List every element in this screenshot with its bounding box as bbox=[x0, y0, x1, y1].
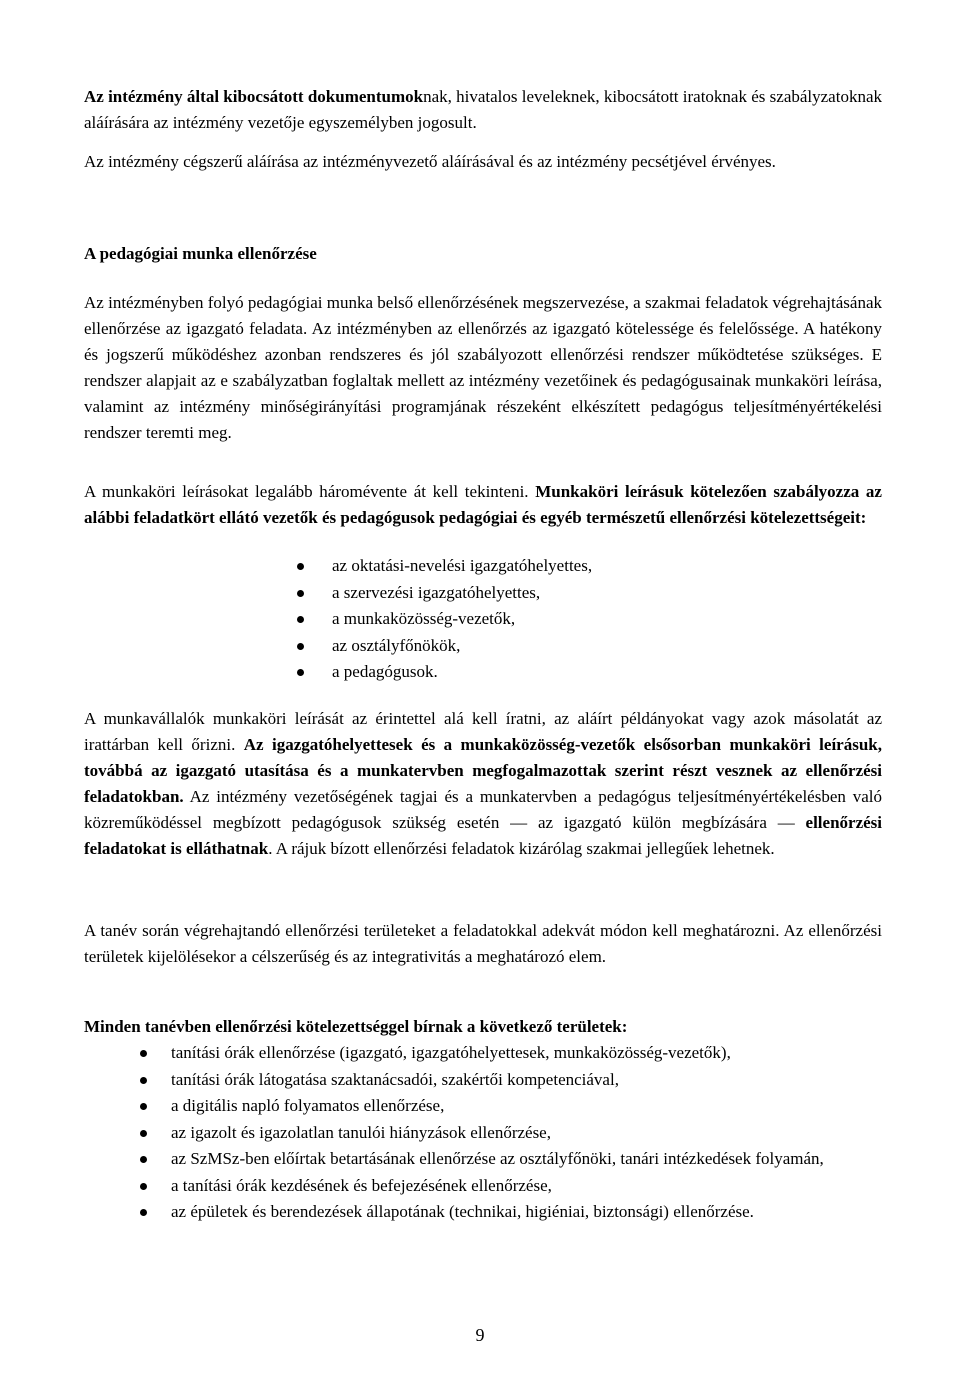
list-item: tanítási órák látogatása szaktanácsadói, szakértői kompetenciával, bbox=[171, 1067, 891, 1094]
list-item: a digitális napló folyamatos ellenőrzése, bbox=[171, 1093, 891, 1120]
page-number: 9 bbox=[475, 1325, 485, 1345]
paragraph-inspection-areas: A tanév során végrehajtandó ellenőrzési területeket a feladatokkal adekvát módon kell meghatározni. Az ellenőrzési területek kijelölésekor a célszerűség és az integrativitás a meghatározó elem. bbox=[84, 921, 882, 966]
section-heading: A pedagógiai munka ellenőrzése bbox=[84, 244, 317, 263]
paragraph-inspection-intro: Az intézményben folyó pedagógiai munka belső ellenőrzésének megszervezése, a szakmai feladatok végrehajtásának ellenőrzése az igazgató feladata. Az intézményben az ellenőrzés az igazgató kötelessége és felelőssége. A hatékony és jogszerű működéshez azonban rendszeres és jól szabályozott ellenőrzési rendszer működtetése szükséges. E rendszer alapjait az e szabályzatban foglaltak mellett az intézmény vezetőinek és pedagógusainak munkaköri leírása, valamint az intézmény minőségirányítási programjának részeként elkészített pedagógus teljesítményértékelési rendszer teremti meg. bbox=[84, 293, 882, 442]
bullet-list-roles bbox=[332, 553, 852, 686]
paragraph-text: A munkaköri leírásokat legalább háromévente át kell tekinteni. bbox=[84, 482, 536, 501]
list-item: az SzMSz-ben előírtak betartásának ellenőrzése az osztályfőnöki, tanári intézkedések folyamán, bbox=[171, 1146, 891, 1173]
list-item: az oktatási-nevelési igazgatóhelyettes, bbox=[332, 553, 852, 580]
paragraph-bold-text: Az igazgatóhelyettesek és a munkaközösség-vezetők elsősorban munkaköri leírásuk, továbbá az igazgató utasítása és a munkatervben megfogalmazottak szerint részt vesznek az ellenőrzési feladatokban. bbox=[84, 735, 882, 806]
paragraph-job-descriptions bbox=[84, 479, 882, 531]
list-item: a szervezési igazgatóhelyettes, bbox=[332, 580, 852, 607]
paragraph-text: Az intézmény vezetőségének tagjai és a munkatervben a pedagógus teljesítményértékelésben való közreműködéssel megbízott pedagógusok szükség esetén — az igazgató külön megbízására — bbox=[84, 787, 882, 832]
paragraph-signing-authority bbox=[84, 84, 882, 136]
list-item: az osztályfőnökök, bbox=[332, 633, 852, 660]
paragraph-bold-text: Munkaköri leírásuk kötelezően szabályozza az alábbi feladatkört ellátó vezetők és pedagógusok pedagógiai és egyéb természetű ellenőrzési kötelezettségeit: bbox=[84, 482, 882, 527]
list-item: a munkaközösség-vezetők, bbox=[332, 606, 852, 633]
paragraph-text: nak, hivatalos leveleknek, kibocsátott iratoknak és szabályzatoknak aláírására az intézmény vezetője egyszemélyben jogosult. bbox=[84, 87, 882, 132]
paragraph-text: A munkavállalók munkaköri leírását az érintettel alá kell íratni, az aláírt példányokat vagy azok másolatát az irattárban kell őrizni. bbox=[84, 709, 882, 754]
paragraph-bold-text: ellenőrzési feladatokat is elláthatnak bbox=[84, 813, 882, 858]
paragraph-company-signature: Az intézmény cégszerű aláírása az intézményvezető aláírásával és az intézmény pecsétjével érvényes. bbox=[84, 152, 776, 171]
list-item: a tanítási órák kezdésének és befejezésének ellenőrzése, bbox=[171, 1173, 891, 1200]
list-item: az igazolt és igazolatlan tanulói hiányzások ellenőrzése, bbox=[171, 1120, 891, 1147]
paragraph-text: . A rájuk bízott ellenőrzési feladatok kizárólag szakmai jellegűek lehetnek. bbox=[268, 839, 775, 858]
list-item: tanítási órák ellenőrzése (igazgató, igazgatóhelyettesek, munkaközösség-vezetők), bbox=[171, 1040, 891, 1067]
paragraph-signing-job-descriptions bbox=[84, 706, 882, 862]
paragraph-bold-lead: Az intézmény által kibocsátott dokumentumok bbox=[84, 87, 424, 106]
list-item: a pedagógusok. bbox=[332, 659, 852, 686]
bullet-list-areas bbox=[171, 1040, 891, 1226]
list-heading: Minden tanévben ellenőrzési kötelezettséggel bírnak a következő területek: bbox=[84, 1017, 628, 1036]
list-item: az épületek és berendezések állapotának (technikai, higiéniai, biztonsági) ellenőrzése. bbox=[171, 1199, 891, 1226]
